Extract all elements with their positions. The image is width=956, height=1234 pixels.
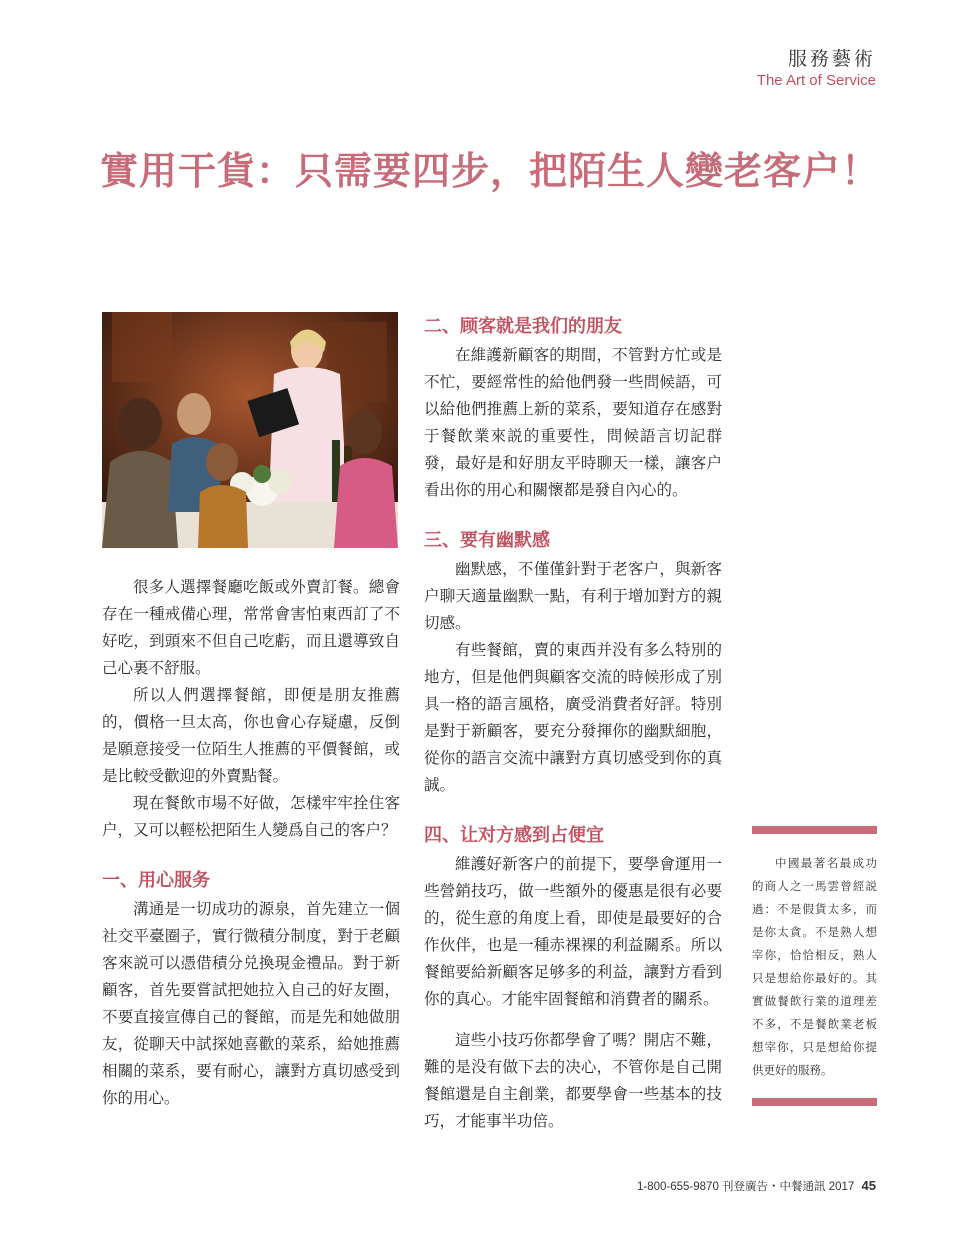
section-3-paragraph: 幽默感，不僅僅針對于老客户，與新客户聊天適量幽默一點，有利于增加對方的親切感。 (424, 560, 722, 632)
section-3-paragraph: 有些餐館，賣的東西并没有多么特別的地方，但是他們與顧客交流的時候形成了別具一格的語言風格，廣受消費者好評。特別是對于新顧客，要充分發揮你的幽默細胞，從你的語言交流中讓對方真切感受到你的真誠。 (424, 641, 722, 794)
footer-phone: 1-800-655-9870 (637, 1181, 719, 1193)
section-4-paragraph: 維護好新客户的前提下，要學會運用一些營銷技巧，做一些額外的優惠是很有必要的，從生意的角度上看，即使是最要好的合作伙伴，也是一種赤裸裸的利益關系。所以餐館要給新顧客足够多的利益，讓對方看到你的真心。才能牢固餐館和消費者的關系。 (424, 855, 722, 1008)
pull-quote (752, 826, 877, 1106)
pull-quote-text: 中國最著名最成功的商人之一馬雲曾經説過：不是假貨太多，而是你太貪。不是熟人想宰你，恰恰相反，熟人只是想給你最好的。其實做餐飲行業的道理差不多，不是餐飲業老板想宰你，只是想給你提供更好的服務。 (752, 856, 877, 1077)
section-heading-4: 四、让对方感到占便宜 (424, 825, 604, 846)
page-footer (637, 1178, 876, 1194)
section-2-paragraph: 在維護新顧客的期間，不管對方忙或是不忙，要經常性的給他們發一些問候語，可以給他們推薦上新的菜系，要知道存在感對于餐飲業來説的重要性，問候語言切記群發，最好是和好朋友平時聊天一樣，讓客户看出你的用心和關懷都是發自內心的。 (424, 346, 722, 499)
intro-paragraph: 所以人們選擇餐館，即便是朋友推薦的，價格一旦太高，你也會心存疑慮，反倒是願意接受一位陌生人推薦的平價餐館，或是比較受歡迎的外賣點餐。 (102, 686, 400, 785)
intro-paragraph: 現在餐飲市場不好做，怎樣牢牢拴住客户，又可以輕松把陌生人變爲自己的客户？ (102, 794, 400, 839)
section-heading-3: 三、要有幽默感 (424, 530, 550, 551)
column-left (102, 574, 400, 1112)
section-1-paragraph: 溝通是一切成功的源泉，首先建立一個社交平臺圈子，實行微積分制度，對于老顧客來説可以憑借積分兑換現金禮品。對于新顧客，首先要嘗試把她拉入自己的好友圈，不要直接宣傳自己的餐館，而是先和她做朋友，從聊天中試探她喜歡的菜系，給她推薦相關的菜系，要有耐心，讓對方真切感受到你的用心。 (102, 900, 400, 1107)
pull-quote-bottom-bar (752, 1098, 877, 1106)
section-heading-1: 一、用心服务 (102, 870, 210, 891)
article-title: 實用干貨：只需要四步，把陌生人變老客户！ (100, 148, 881, 193)
section-heading-2: 二、顾客就是我们的朋友 (424, 316, 622, 337)
page-number: 45 (861, 1178, 876, 1193)
section-label-cn: 服務藝術 (787, 48, 876, 70)
pull-quote-top-bar (752, 826, 877, 834)
footer-publication: 刊登廣告・中餐通訊 2017 (722, 1181, 855, 1193)
section-label-en: The Art of Service (756, 72, 876, 89)
intro-paragraph: 很多人選擇餐廳吃飯或外賣訂餐。總會存在一種戒備心理，常常會害怕東西訂了不好吃，到頭來不但自己吃虧，而且還導致自己心裏不舒服。 (102, 578, 400, 677)
restaurant-photo (102, 312, 398, 548)
column-middle (424, 312, 722, 1135)
closing-paragraph: 這些小技巧你都學會了嗎？開店不難，難的是没有做下去的决心，不管你是自己開餐館還是自主創業，都要學會一些基本的技巧，才能事半功倍。 (424, 1031, 722, 1130)
